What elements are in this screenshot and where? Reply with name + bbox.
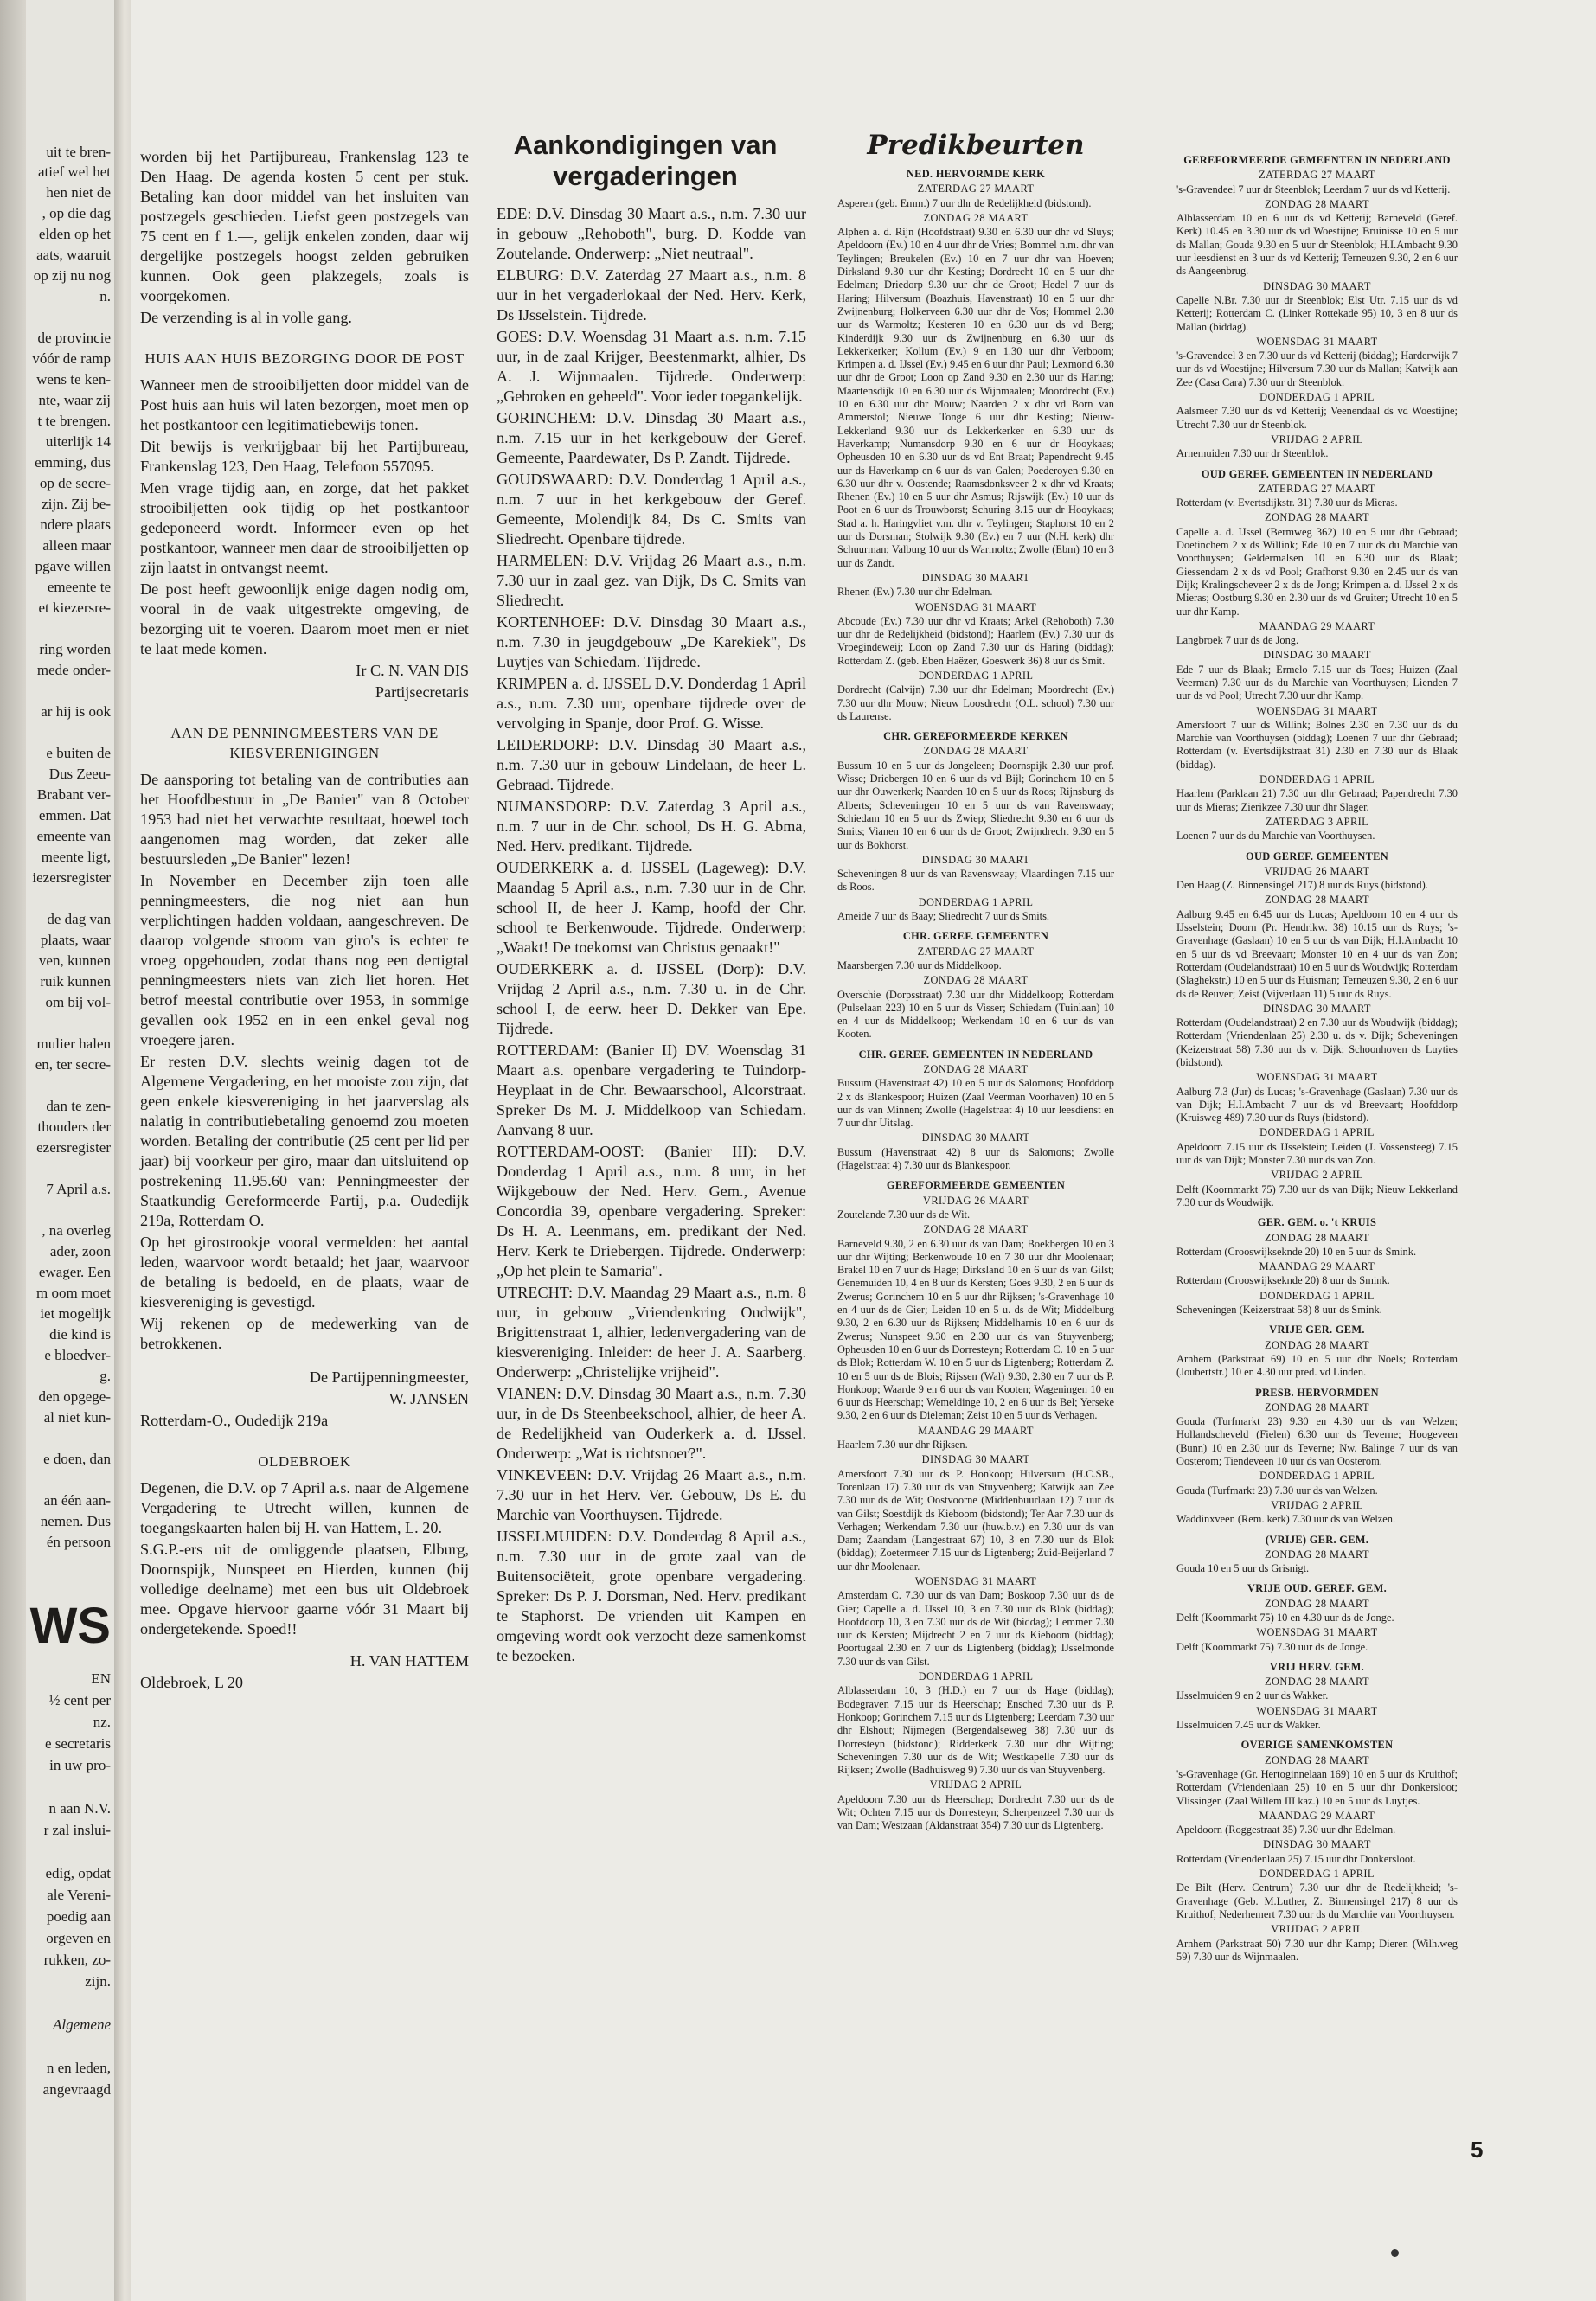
previous-page-fragment: emmen. Dat	[38, 807, 111, 824]
oldebroek-p1: Degenen, die D.V. op 7 April a.s. naar de Algemene Vergadering te Utrecht willen, kunnen de toegangskaarten halen bij H. van Hattem, L. 20.	[140, 1479, 469, 1536]
church-heading: OVERIGE SAMENKOMSTEN	[1240, 1739, 1394, 1752]
sermon-listing: Zoutelande 7.30 uur ds de Wit.	[837, 1208, 971, 1221]
sermon-listing: Dordrecht (Calvijn) 7.30 uur dhr Edelman; Moordrecht (Ev.) 7.30 uur dhr Mouw; Nieuw Loosdrecht (O.L. school) 7.30 uur ds Laurense.	[837, 683, 1114, 722]
previous-page-fragment: n en leden,	[46, 2060, 111, 2076]
previous-page-fragment: e secretaris	[45, 1735, 111, 1752]
sermon-listing: Capelle N.Br. 7.30 uur dr Steenblok; Elst Utr. 7.15 uur ds vd Ketterij; Rotterdam C. (Linker Rottekade 95) 10, 3 en 8 uur ds Mallan (biddag).	[1176, 293, 1458, 333]
day-heading: VRIJDAG 2 APRIL	[1271, 433, 1363, 445]
sermon-listing: Amersfoort 7 uur ds Willink; Bolnes 2.30 en 7.30 uur ds du Marchie van Voorthuysen (biddag); Loenen 7 uur dhr Gebraad; Rotterdam (v. Evertsdijkstraat 31) 2.30 en 7.30 uur ds Blaak (biddag).	[1176, 718, 1458, 771]
sermon-listing: Capelle a. d. IJssel (Bermweg 362) 10 en 5 uur dhr Gebraad; Doetinchem 2 x ds Willink; Ede 10 en 7 uur ds du Marchie van Voorthuysen; Geldermalsen 10 en 6.30 uur ds Blaak; Giessendam 2 x ds vd Pool; Grafhorst 9.30 en 2.45 uur ds van Dijk; Kralingscheveer 2 x ds de Jong; Krimpen a. d. IJssel 2 x ds Mieras; Oostburg 9.30 en 2.30 uur ds vd Gruiter; Utrecht 10 en 5 uur dhr Kamp.	[1176, 525, 1458, 618]
day-heading: ZONDAG 28 MAART	[923, 211, 1029, 224]
previous-page-fragment: ven, kunnen	[38, 952, 111, 969]
previous-page-fragment: 7 April a.s.	[46, 1181, 111, 1197]
sermon-listing: Scheveningen (Keizerstraat 58) 8 uur ds Smink.	[1176, 1304, 1382, 1317]
sermon-listing: Apeldoorn (Roggestraat 35) 7.30 uur dhr Edelman.	[1176, 1823, 1396, 1836]
day-heading: DONDERDAG 1 APRIL	[1259, 1470, 1375, 1483]
day-heading: VRIJDAG 26 MAART	[923, 1194, 1029, 1207]
address-jansen: Rotterdam-O., Oudedijk 219a	[140, 1412, 329, 1429]
meeting-entry: OUDERKERK a. d. IJSSEL (Dorp): D.V. Vrijdag 2 April a.s., n.m. 7.30 u. in de Chr. school I, de eerw. heer D. Dekker van Epe. Tijdrede.	[497, 960, 806, 1037]
day-heading: DINSDAG 30 MAART	[921, 1131, 1030, 1144]
previous-page-fragment: om bij vol-	[45, 994, 111, 1010]
day-heading: ZONDAG 28 MAART	[1265, 1676, 1369, 1689]
previous-page-edge	[26, 0, 114, 2301]
oldebroek-p2: S.G.P.-ers uit de omliggende plaatsen, Elburg, Doornspijk, Nunspeet en Hierden, kunnen (bij volledige deelname) met een bus uit Oldebroek mee. Opgave hiervoor gaarne vóór 31 Maart bij ondergetekende. Spoed!!	[140, 1541, 469, 1638]
previous-page-fragment: nte, waar zij	[38, 392, 111, 408]
sermon-listing: Bussum (Havenstraat 42) 8 uur ds Salomons; Zwolle (Hagelstraat 4) 7.30 uur ds Blankespoor.	[837, 1145, 1114, 1172]
church-heading: GEREFORMEERDE GEMEENTEN	[886, 1179, 1066, 1192]
sermon-listing: Arnhem (Parkstraat 50) 7.30 uur dhr Kamp; Dieren (Wilh.weg 59) 7.30 uur ds Wijnmaalen.	[1176, 1937, 1458, 1963]
previous-page-fragment: edig, opdat	[45, 1865, 111, 1881]
treasurers-p1: De aansporing tot betaling van de contributies aan het Hoofdbestuur in „De Banier" van 8 October 1953 had niet het verwachte resultaat, hoewel toch aangenomen mag worden, dat zeker alle bestuursleden „De Banier" lezen!	[140, 771, 469, 868]
previous-page-fragment: ewager. Een	[38, 1264, 111, 1280]
previous-page-fragment: op zij nu nog	[33, 267, 111, 284]
previous-page-fragment: Dus Zeeu-	[48, 766, 111, 782]
previous-page-fragment: n.	[99, 288, 111, 304]
meeting-entry: KRIMPEN a. d. IJSSEL D.V. Donderdag 1 April a.s., n.m. 7.30 uur, openbare tijdrede over de vervolging in Spanje, door Prof. G. Wisse.	[497, 675, 806, 732]
previous-page-fragment: Algemene	[52, 2016, 111, 2033]
day-heading: MAANDAG 29 MAART	[1259, 1260, 1375, 1273]
sermon-listing: Alblasserdam 10 en 6 uur ds vd Ketterij; Barneveld (Geref. Kerk) 10.45 en 3.30 uur ds vd Woestijne; Bruinisse 10 en 5 uur ds Mallan; Gouda 9.30 en 5 uur dr Steenblok; H.I.Ambacht 9.30 uur leesdienst en 3 uur ds vd Ketterij; Terneuzen 9.30, 2 en 6 uur ds Aangeenbrug.	[1176, 212, 1458, 278]
church-heading: VRIJ HERV. GEM.	[1269, 1660, 1365, 1673]
previous-page-fragment: mede onder-	[36, 662, 111, 678]
sermon-listing: Rhenen (Ev.) 7.30 uur dhr Edelman.	[837, 586, 993, 599]
agenda-notice-shipping: De verzending is al in volle gang.	[140, 309, 352, 326]
previous-page-fragment: hen niet de	[46, 184, 111, 201]
previous-page-fragment: ale Vereni-	[47, 1887, 111, 1903]
previous-page-fragment: pgave willen	[35, 558, 111, 574]
day-heading: ZONDAG 28 MAART	[1265, 1597, 1369, 1610]
sermon-listing: Apeldoorn 7.30 uur ds Heerschap; Dordrecht 7.30 uur ds de Wit; Ochten 7.15 uur ds Dorresteyn; Scherpenzeel 7.30 uur ds van Dam; Westzaan (Aldanstraat 354) 7.30 uur ds Ligtenberg.	[837, 1792, 1114, 1832]
day-heading: ZONDAG 28 MAART	[1265, 1231, 1369, 1244]
post-delivery-p3: Men vrage tijdig aan, en zorge, dat het pakket strooibiljetten ook tijdig op het postkantoor gedeponeerd wordt. Informeer even op het postkantoor, wanneer men daar de strooibiljetten op zijn laatst in ontvangst neemt.	[140, 479, 469, 576]
day-heading: ZONDAG 28 MAART	[923, 1063, 1029, 1075]
church-heading: CHR. GEREFORMEERDE KERKEN	[883, 730, 1068, 743]
church-heading: OUD GEREF. GEMEENTEN	[1246, 849, 1388, 862]
day-heading: DONDERDAG 1 APRIL	[918, 669, 1034, 682]
day-heading: VRIJDAG 2 APRIL	[1271, 1498, 1363, 1511]
previous-page-fragment: angevraagd	[42, 2081, 111, 2098]
sermon-listing: 's-Gravendeel 7 uur dr Steenblok; Leerdam 7 uur ds vd Ketterij.	[1176, 183, 1451, 195]
previous-page-fragment: emeente van	[36, 828, 111, 844]
sermon-listing: Overschie (Dorpsstraat) 7.30 uur dhr Middelkoop; Rotterdam (Pulselaan 223) 10 en 5 uur ds Visser; Schiedam (Tuinlaan) 10 en 4 uur ds Middelkoop; Werkendam 10 en 6 uur ds van Kooten.	[837, 988, 1114, 1041]
signature-jansen: W. JANSEN	[388, 1390, 469, 1407]
sermon-listing: Arnemuiden 7.30 uur dr Steenblok.	[1176, 447, 1329, 460]
previous-page-fragment: alleen maar	[42, 537, 111, 554]
print-mark	[1391, 2249, 1399, 2257]
sermon-listing: Aalburg 7.3 (Jur) ds Lucas; 's-Gravenhage (Gaslaan) 7.30 uur ds van Dijk; H.I.Ambacht 7 uur ds vd Breevaart; Hoofddorp (Kruisweg 489) 7.30 uur ds Ruys (bidstond).	[1176, 1085, 1458, 1125]
previous-page-fragment: nemen. Dus	[40, 1513, 111, 1529]
meeting-entry: VINKEVEEN: D.V. Vrijdag 26 Maart a.s., n.m. 7.30 uur in het Herv. Ver. Gebouw, Ds E. du Marchie van Voorthuysen. Tijdrede.	[497, 1466, 806, 1523]
previous-page-fragment: al niet kun-	[43, 1409, 111, 1426]
previous-page-fragment: én persoon	[46, 1534, 111, 1550]
meeting-entry: ROTTERDAM: (Banier II) DV. Woensdag 31 Maart a.s. openbare vergadering te Tuindorp-Heyplaat in de Chr. Bewaarschool, Alcorstraat. Spreker Ds M. J. Middelkoop van Schiedam. Aanvang 8 uur.	[497, 1042, 806, 1138]
church-heading: VRIJE OUD. GEREF. GEM.	[1247, 1582, 1388, 1595]
previous-page-fragment: t te brengen.	[37, 413, 111, 429]
previous-page-fragment: orgeven en	[46, 1930, 111, 1946]
previous-page-fragment: e buiten de	[46, 745, 111, 761]
meeting-entry: HARMELEN: D.V. Vrijdag 26 Maart a.s., n.m. 7.30 uur in zaal gez. van Dijk, Ds C. Smits van Sliedrecht.	[497, 552, 806, 609]
previous-page-fragment: die kind is	[49, 1326, 111, 1343]
meeting-entry: GOES: D.V. Woensdag 31 Maart a.s. n.m. 7.15 uur, in de zaal Krijger, Beestenmarkt, alhier, Ds A. J. Wijnmaalen. Tijdrede. Onderwerp: „Gebroken en geheeld". Voor ieder toegankelijk.	[497, 328, 806, 405]
day-heading: ZATERDAG 27 MAART	[917, 183, 1035, 195]
meeting-entry: IJSSELMUIDEN: D.V. Donderdag 8 April a.s., n.m. 7.30 uur in de grote zaal van de Buitensociëteit, grote openbare vergadering. Spreker: Ds P. J. Dorsman, Ned. Herv. predikant te Staphorst. De vrienden uit Kampen en omgeving wordt ook verzocht deze samenkomst te bezoeken.	[497, 1528, 806, 1664]
meeting-entry: GORINCHEM: D.V. Dinsdag 30 Maart a.s., n.m. 7.15 uur in het kerkgebouw der Geref. Gemeente, Paardewater, Ds P. Zandt. Tijdrede.	[497, 409, 806, 466]
day-heading: DONDERDAG 1 APRIL	[918, 1670, 1034, 1683]
previous-page-fragment: ezersregister	[36, 1139, 111, 1156]
day-heading: WOENSDAG 31 MAART	[914, 600, 1037, 613]
sermon-listing: Delft (Koornmarkt 75) 7.30 uur ds de Jonge.	[1176, 1640, 1368, 1653]
treasurers-p4: Op het girostrookje vooral vermelden: het aantal leden, waarvoor wordt betaald; het jaar, waarvoor de betaling is bedoeld, en de plaats, waar de kiesvereniging is gevestigd.	[140, 1234, 469, 1311]
previous-page-fragment: et kiezersre-	[38, 599, 111, 616]
previous-page-fragment: emming, dus	[35, 454, 111, 471]
day-heading: ZATERDAG 27 MAART	[917, 945, 1035, 958]
previous-page-fragment: emeente te	[47, 579, 111, 595]
previous-page-fragment: EN	[91, 1670, 111, 1687]
sermon-listing: Ameide 7 uur ds Baay; Sliedrecht 7 uur ds Smits.	[837, 910, 1050, 923]
previous-page-fragment: n aan N.V.	[48, 1800, 111, 1817]
signature-role-secretary: Partijsecretaris	[375, 683, 469, 701]
sermon-listing: 's-Gravendeel 3 en 7.30 uur ds vd Ketterij (biddag); Harderwijk 7 uur ds vd Woestijne; Hilversum 7.30 uur ds Mallan; Katwijk aan Zee (Casa Cara) 7.30 uur dr Steenblok.	[1176, 349, 1458, 388]
previous-page-fragment: poedig aan	[46, 1908, 111, 1925]
sermon-listing: IJsselmuiden 9 en 2 uur ds Wakker.	[1176, 1689, 1329, 1702]
sermon-listing: Barneveld 9.30, 2 en 6.30 uur ds van Dam; Boekbergen 10 en 3 uur dhr Wijting; Berkenwoude 10 en 7 30 uur dhr Moolenaar; Brakel 10 en 7 uur ds Hage; Dirksland 10 en 6 uur ds van Gilst; Genemuiden 10, 4 en 8 uur ds Kersten; Goes 9.30, 2 en 6 uur ds Zwerus; Gorinchem 10 en 5 uur dhr Rijksen; 's-Gravenhage 10 en 4 uur ds de Gier; Leiden 10 en 5 u. ds de Wit; Middelburg 9.30, 2 en 6.30 uur ds Rijksen; Middelharnis 10 en 6 uur ds Zwerus; Nunspeet 9.30 en 2.30 uur ds van Stuyvenberg; Opheusden 10 en 6 uur ds Dorresteyn; Rotterdam C. 10 en 5 uur ds Blok; Rotterdam W. 10 en 5 uur ds Ligtenberg; Rotterdam Z. 10 en 5 uur ds de Blois; Rijssen (Wal) 9.30, 2.30 en 7 uur ds P. Honkoop; Waarde 9 en 6 uur ds van Kooten; Wageningen 10 en 6 uur ds Heerschap; Wemeldinge 10, 2 en 6 uur ds Bel; Yerseke 9.30, 2 en 6 uur ds Dieleman; Zeist 10 en 5 uur ds Verhagen.	[837, 1237, 1114, 1422]
sermon-listing: Haarlem (Parklaan 21) 7.30 uur dhr Gebraad; Papendrecht 7.30 uur ds Mieras; Zierikzee 7.30 uur dhr Slager.	[1176, 787, 1458, 813]
binding-spine	[0, 0, 26, 2301]
sermons-list-2	[1176, 154, 1458, 1964]
meeting-entry: VIANEN: D.V. Dinsdag 30 Maart a.s., n.m. 7.30 uur, in de Ds Steenbeekschool, alhier, de heer A. de Redelijkheid van Ouderkerk a. d. IJssel. Onderwerp: „Wat is richtsnoer?".	[497, 1385, 806, 1462]
previous-page-fragment: , op die dag	[42, 205, 111, 221]
day-heading: MAANDAG 29 MAART	[1259, 619, 1375, 632]
church-heading: OUD GEREF. GEMEENTEN IN NEDERLAND	[1201, 467, 1433, 480]
post-delivery-p2: Dit bewijs is verkrijgbaar bij het Partijbureau, Frankenslag 123, Den Haag, Telefoon 557095.	[140, 438, 469, 475]
day-heading: DINSDAG 30 MAART	[921, 1453, 1030, 1466]
sermon-listing: Scheveningen 8 uur ds van Ravenswaay; Vlaardingen 7.15 uur ds Roos.	[837, 868, 1114, 894]
sermon-listing: Langbroek 7 uur ds de Jong.	[1176, 634, 1299, 647]
sermon-listing: Amersfoort 7.30 uur ds P. Honkoop; Hilversum (H.C.SB., Torenlaan 17) 7.30 uur ds van Stuyvenberg; Katwijk aan Zee 7.30 uur ds de Wit; Oostvoorne (Middenbuurlaan 12) 7 uur ds van Gilst; Soestdijk ds Kieboom (bidstond); Ter Aar 7.30 uur ds Verhagen; Werkendam 7.30 uur (huw.b.v.) en 7.30 uur ds van Dam; Zaandam (Langestraat 67) 10, 3 en 7.30 uur ds Blok (biddag); Zoetermeer 7.15 uur ds Ligtenberg; Zuid-Beijerland 7 uur dhr Moolenaar.	[837, 1467, 1114, 1573]
sermon-listing: Gouda 10 en 5 uur ds Grisnigt.	[1176, 1562, 1310, 1575]
sermon-listing: Bussum 10 en 5 uur ds Jongeleen; Doornspijk 2.30 uur prof. Wisse; Driebergen 10 en 6 uur ds vd Bijl; Gorinchem 10 en 5 uur dhr Ouwerkerk; Naarden 10 en 5 uur ds Roos; Rijnsburg ds Alberts; Scheveningen 10 en 5 uur ds van Ravenswaay; Schiedam 10 en 5 uur ds Zwiep; Sliedrecht 9.30 en 6 uur ds Smits; Vianen 10 en 6 uur ds de Groot; Zwijndrecht 9.30 en 5 uur ds Bokhorst.	[837, 759, 1114, 851]
previous-page-fragment: e bloedver-	[44, 1347, 111, 1363]
previous-page-fragment: ruik kunnen	[40, 973, 111, 990]
church-heading: PRESB. HERVORMDEN	[1255, 1386, 1379, 1399]
church-heading: (VRIJE) GER. GEM.	[1265, 1533, 1369, 1546]
sermon-listing: 's-Gravenhage (Gr. Hertoginnelaan 169) 10 en 5 uur ds Kruithof; Rotterdam (Vriendenlaan 25) 10 en 5 uur dhr Donkersloot; Vlissingen (Zaal Willem III kaz.) 10 en 5 uur ds Luytjes.	[1176, 1767, 1458, 1807]
previous-page-fragment: , na overleg	[42, 1222, 111, 1239]
day-heading: DONDERDAG 1 APRIL	[1259, 773, 1375, 786]
sermon-listing: Rotterdam (Oudelandstraat) 2 en 7.30 uur ds Woudwijk (biddag); Rotterdam (Vriendenlaan 25) 2.30 u. ds v. Dijk; Scheveningen (Keizerstraat 58) 7.30 uur ds v. Dijk; Schoonhoven ds Luyties (bidstond).	[1176, 1016, 1458, 1068]
day-heading: ZONDAG 28 MAART	[1265, 894, 1369, 907]
previous-page-fragment: op de secre-	[39, 475, 111, 491]
day-heading: ZATERDAG 3 APRIL	[1265, 815, 1369, 828]
previous-page-fragment: ring worden	[39, 641, 111, 657]
sermon-listing: Rotterdam (Crooswijkseknde 20) 8 uur ds Smink.	[1176, 1274, 1390, 1287]
sermons-title: Predikbeurten	[867, 130, 1085, 161]
meeting-entry: ROTTERDAM-OOST: (Banier III): D.V. Donderdag 1 April a.s., n.m. 8 uur, in het Wijkgebouw der Ned. Herv. Gem., Avenue Concordia 39, openbare vergadering. Spreker: Ds H. A. Leenmans, em. predikant der Ned. Herv. Kerk te Driebergen. Tijdrede. Onderwerp: „Op het plein te Samaria".	[497, 1143, 806, 1279]
day-heading: ZATERDAG 27 MAART	[1259, 169, 1375, 182]
sermon-listing: Maarsbergen 7.30 uur ds Middelkoop.	[837, 958, 1002, 971]
sermon-listing: Den Haag (Z. Binnensingel 217) 8 uur ds Ruys (bidstond).	[1176, 879, 1428, 892]
day-heading: MAANDAG 29 MAART	[918, 1424, 1034, 1437]
day-heading: DINSDAG 30 MAART	[1263, 649, 1371, 662]
sermons-list-1	[837, 168, 1114, 1833]
treasurers-p5: Wij rekenen op de medewerking van de betrokkenen.	[140, 1315, 469, 1352]
meeting-entry: OUDERKERK a. d. IJSSEL (Lageweg): D.V. Maandag 5 April a.s., n.m. 7.30 uur in de Chr. school II, de heer J. Kamp, hoofd der Chr. school te Berkenwoude. Tijdrede. Onderwerp: „Waakt! De toekomst van Christus genaakt!"	[497, 859, 806, 956]
day-heading: WOENSDAG 31 MAART	[1256, 1071, 1378, 1084]
previous-page-fragment: WS	[29, 1598, 111, 1654]
meetings-list	[484, 204, 806, 1666]
church-heading: GEREFORMEERDE GEMEENTEN IN NEDERLAND	[1183, 154, 1451, 166]
day-heading: ZONDAG 28 MAART	[923, 1223, 1029, 1236]
previous-page-fragment: nz.	[93, 1714, 111, 1730]
previous-page-fragment: en, ter secre-	[35, 1056, 111, 1073]
previous-page-fragment: atief wel het	[37, 163, 111, 180]
previous-page-fragment: ½ cent per	[48, 1692, 111, 1708]
previous-page-fragment: zijn.	[85, 1973, 111, 1990]
sermon-listing: Haarlem 7.30 uur dhr Rijksen.	[837, 1439, 968, 1452]
day-heading: ZATERDAG 27 MAART	[1259, 482, 1375, 495]
sermon-listing: Bussum (Havenstraat 42) 10 en 5 uur ds Salomons; Hoofddorp 2 x ds Blankespoor; Huizen (Zaal Veerman Voorhaven) 10 en 5 uur ds van Minnen; Zwolle (Hagelstraat 4) 10 uur leesdienst en 7 uur dhr Uitslag.	[837, 1077, 1114, 1130]
treasurers-p2: In November en December zijn toen alle penningmeesters, die nog niet aan hun verplichtingen hadden voldaan, aangeschreven. De daarop volgende stroom van giro's is echter te vroeg opgehouden, zodat thans nog een dertigtal penningmeesters niets van zich liet horen. Het betrof meestal contributie over 1953, in sommige gevallen ook 1952 en in een enkel geval nog vroegere jaren.	[140, 872, 469, 1048]
day-heading: ZONDAG 28 MAART	[923, 974, 1029, 987]
day-heading: WOENSDAG 31 MAART	[1256, 1704, 1378, 1717]
sermon-listing: Arnhem (Parkstraat 69) 10 en 5 uur dhr Noels; Rotterdam (Joubertstr.) 10 en 4.30 uur pred. vd Linden.	[1176, 1352, 1458, 1379]
previous-page-fragment: wens te ken-	[36, 371, 111, 388]
previous-page-fragment: dan te zen-	[46, 1098, 111, 1114]
previous-page-fragment: in uw pro-	[49, 1757, 111, 1773]
section-title-post-delivery: HUIS AAN HUIS BEZORGING DOOR DE POST	[144, 350, 465, 367]
previous-page-fragment: g.	[99, 1368, 111, 1384]
church-heading: CHR. GEREF. GEMEENTEN	[902, 930, 1049, 943]
day-heading: DINSDAG 30 MAART	[1263, 1002, 1371, 1015]
church-heading: GER. GEM. o. 't KRUIS	[1257, 1216, 1377, 1229]
previous-page-fragment: de provincie	[37, 330, 111, 346]
previous-page-fragment: rukken, zo-	[43, 1952, 111, 1968]
previous-page-fragment: ar hij is ook	[41, 703, 111, 720]
sermon-listing: Delft (Koornmarkt 75) 10 en 4.30 uur ds de Jonge.	[1176, 1611, 1394, 1624]
column-sermons-continued	[1176, 147, 1458, 1964]
day-heading: WOENSDAG 31 MAART	[1256, 335, 1378, 348]
day-heading: DONDERDAG 1 APRIL	[1259, 1868, 1375, 1881]
sermon-listing: Asperen (geb. Emm.) 7 uur dhr de Redelijkheid (bidstond).	[837, 196, 1092, 209]
day-heading: WOENSDAG 31 MAART	[914, 1574, 1037, 1587]
day-heading: DINSDAG 30 MAART	[1263, 279, 1371, 292]
meeting-entry: EDE: D.V. Dinsdag 30 Maart a.s., n.m. 7.30 uur in gebouw „Rehoboth", burg. D. Kodde van Zoutelande. Onderwerp: „Niet neutraal".	[497, 205, 806, 262]
previous-page-fragment: m oom moet	[36, 1285, 111, 1301]
sermon-listing: De Bilt (Herv. Centrum) 7.30 uur dhr de Redelijkheid; 's-Gravenhage (Geb. M.Luther, Z. Binnensingel 217) 8 uur ds Kruithof; Nederhemert 7.30 uur ds du Marchie van Voorthuysen.	[1176, 1881, 1458, 1920]
day-heading: ZONDAG 28 MAART	[1265, 1338, 1369, 1351]
day-heading: ZONDAG 28 MAART	[1265, 1400, 1369, 1413]
signature-van-hattem: H. VAN HATTEM	[349, 1652, 469, 1670]
day-heading: WOENSDAG 31 MAART	[1256, 1626, 1378, 1639]
page-number: 5	[1471, 2137, 1484, 2163]
day-heading: DINSDAG 30 MAART	[1263, 1838, 1371, 1851]
sermon-listing: Apeldoorn 7.15 uur ds IJsselstein; Leiden (J. Vossensteeg) 7.15 uur ds van Dijk; Monster 7.30 uur ds van Zon.	[1176, 1140, 1458, 1167]
meeting-entry: ELBURG: D.V. Zaterdag 27 Maart a.s., n.m. 8 uur in het vergaderlokaal der Ned. Herv. Kerk, Ds IJsselstein. Tijdrede.	[497, 266, 806, 324]
post-delivery-p1: Wanneer men de strooibiljetten door middel van de Post huis aan huis wil laten bezorgen, moet men op het postkantoor een legitimatiebewijs tonen.	[140, 376, 469, 433]
previous-page-fragment: Brabant ver-	[36, 786, 111, 803]
day-heading: DONDERDAG 1 APRIL	[1259, 1289, 1375, 1302]
meeting-entry: KORTENHOEF: D.V. Dinsdag 30 Maart a.s., n.m. 7.30 in jeugdgebouw „De Karekiek", Ds Luytjes van Schiedam. Tijdrede.	[497, 613, 806, 670]
sermon-listing: Amsterdam C. 7.30 uur ds van Dam; Boskoop 7.30 uur ds de Gier; Capelle a. d. IJssel 10, 3 en 7.30 uur ds Blok (biddag); Hoofddorp 10, 3 en 7.30 uur ds de Wit (biddag); Lemmer 7.30 uur ds Kersten; Mijdrecht 2 en 7 uur ds Kieboom (biddag); Poortugaal 2.30 en 7 uur ds Ligtenberg (biddag); IJsselmonde 7.30 uur ds van Gilst.	[837, 1589, 1114, 1668]
previous-page-fragment: r zal inslui-	[43, 1822, 111, 1838]
page-fold	[114, 0, 133, 2301]
post-delivery-p4: De post heeft gewoonlijk enige dagen nodig om, vooral in de vaak uitgestrekte omgeving, de bezorging uit te voeren. Daarom moet men er niet te laat mede komen.	[140, 580, 469, 657]
sermon-listing: Gouda (Turfmarkt 23) 9.30 en 4.30 uur ds van Welzen; Hollandscheveld (Fielen) 6.30 uur ds Teverne; Hoogeveen (Bunn) 10 en 2.30 uur ds Teverne; Nw. Balinge 7 uur ds van Oosterom; Tiendeveen 10 uur ds van Oosterom.	[1176, 1415, 1458, 1468]
previous-page-fragment: plaats, waar	[40, 932, 111, 948]
day-heading: VRIJDAG 2 APRIL	[1271, 1169, 1363, 1182]
previous-page-fragment: aats, waaruit	[36, 247, 111, 263]
previous-page-fragment: zijn. Zij be-	[42, 496, 111, 512]
day-heading: MAANDAG 29 MAART	[1259, 1809, 1375, 1822]
treasurers-p3: Er resten D.V. slechts weinig dagen tot de Algemene Vergadering, en het mooiste zou zijn, dat geen enkele kiesvereniging in het jaarverslag als nalatig in contributiebetaling genoemd zou moeten worden. Betaling der contributie (25 cent per lid per jaar) bij voorkeur per giro, maar dan uitsluitend op postrekening 11.95.60 van: Penningmeester der Staatkundig Gereformeerde Partij, p.a. Oudedijk 219a, Rotterdam O.	[140, 1053, 469, 1229]
sermon-listing: Aalburg 9.45 en 6.45 uur ds Lucas; Apeldoorn 10 en 4 uur ds IJsselstein; Doorn (Pr. Hendrikw. 38) 10.15 uur ds Ruys; 's-Gravenhage (Gaslaan) 10 en 5 uur ds van Dijk; H.I.Ambacht 10 en 5 uur ds vd Breevaart; Monster 10 en 4 uur ds van Zon; Rotterdam (Oudelandstraat) 10 en 5 uur ds Woudwijk; Rotterdam (Slaghekstr.) 10 en 5 uur ds Huisman; Terneuzen 9.30, 2 en 6 uur ds de Reuver; Zeist (Vijverlaan 11) 5 uur ds Ruys.	[1176, 907, 1458, 1000]
column-party-notices	[140, 147, 469, 1695]
day-heading: DONDERDAG 1 APRIL	[1259, 1126, 1375, 1139]
previous-page-fragment: uit te bren-	[46, 144, 111, 160]
day-heading: VRIJDAG 2 APRIL	[1271, 1923, 1363, 1936]
meeting-entry: LEIDERDORP: D.V. Dinsdag 30 Maart a.s., n.m. 7.30 uur in gebouw Lindelaan, de heer L. Gebraad. Tijdrede.	[497, 736, 806, 793]
previous-page-fragment: ader, zoon	[49, 1243, 111, 1259]
sermon-listing: Ede 7 uur ds Blaak; Ermelo 7.15 uur ds Toes; Huizen (Zaal Veerman) 7.30 uur ds du Marchie van Voorthuysen; Lienden 7 uur ds vd Pool; Utrecht 7.30 uur dhr Kamp.	[1176, 663, 1458, 702]
column-meetings	[484, 130, 806, 1668]
meeting-entry: UTRECHT: D.V. Maandag 29 Maart a.s., n.m. 8 uur, in gebouw „Vriendenkring Oudwijk", Brigittenstraat 1, alhier, ledenvergadering van de kiesvereniging. Inleider: de heer J. A. Saarberg. Onderwerp: „Christelijke vrijheid".	[497, 1284, 806, 1381]
sermon-listing: Rotterdam (Crooswijkseknde 20) 10 en 5 uur ds Smink.	[1176, 1245, 1417, 1258]
meeting-entry: NUMANSDORP: D.V. Zaterdag 3 April a.s., n.m. 7 uur in de Chr. school, Ds H. G. Abma, Ned. Herv. predikant. Tijdrede.	[497, 798, 806, 855]
sermon-listing: Rotterdam (Vriendenlaan 25) 7.15 uur dhr Donkersloot.	[1176, 1852, 1416, 1865]
address-van-hattem: Oldebroek, L 20	[140, 1674, 244, 1691]
sermon-listing: Gouda (Turfmarkt 23) 7.30 uur ds van Welzen.	[1176, 1484, 1378, 1497]
sermon-listing: Delft (Koornmarkt 75) 7.30 uur ds van Dijk; Nieuw Lekkerland 7.30 uur ds Woudwijk.	[1176, 1183, 1458, 1208]
meetings-title: Aankondigingen van vergaderingen	[513, 130, 778, 191]
meeting-entry: GOUDSWAARD: D.V. Donderdag 1 April a.s., n.m. 7 uur in het kerkgebouw der Geref. Gemeente, Molendijk 84, Ds C. Smits van Sliedrecht. Openbare tijdrede.	[497, 471, 806, 548]
sermon-listing: Abcoude (Ev.) 7.30 uur dhr vd Kraats; Arkel (Rehoboth) 7.30 uur dhr de Redelijkheid (bidstond); Haarlem (Ev.) 7.30 uur ds Vroegindeweij; Loon op Zand 7.30 uur ds Haring (biddag); Rotterdam Z. (geb. Eben Haëzer, Goeswerk 36) 8 uur ds Smit.	[837, 614, 1114, 667]
signature-role-treasurer: De Partijpenningmeester,	[309, 1368, 469, 1386]
day-heading: DONDERDAG 1 APRIL	[918, 895, 1034, 908]
column-sermons	[837, 130, 1114, 1833]
sermon-listing: Alblasserdam 10, 3 (H.D.) en 7 uur ds Hage (biddag); Bodegraven 7.15 uur ds Heerschap; Ensched 7.30 uur ds P. Honkoop; Gorinchem 7.15 uur ds Ligtenberg; Leerdam 7.30 uur dhr Elshout; Nijmegen (Bergendalseweg 38) 7.30 uur ds Dorresteyn (bidstond); Ridderkerk 7.30 uur dhr Wijting; Scheveningen 7.30 uur ds de Wit; Westkapelle 7.30 uur ds Rijksen; Zwolle (Badhuisweg 9) 7.30 uur ds van Stuyvenberg.	[837, 1684, 1114, 1777]
previous-page-fragment: iet mogelijk	[40, 1305, 111, 1322]
sermon-listing: IJsselmuiden 7.45 uur ds Wakker.	[1176, 1719, 1321, 1732]
previous-page-fragment: an één aan-	[43, 1492, 111, 1509]
sermon-listing: Alphen a. d. Rijn (Hoofdstraat) 9.30 en 6.30 uur dhr vd Sluys; Apeldoorn (Ev.) 10 en 4 uur dhr de Vries; Bommel n.m. dhr van Teylingen; Breukelen (Ev.) 10 en 7 uur dhr van Hoeven; Dirksland 9.30 uur dhr Kesting; Dordrecht 10 en 5 uur dhr Edelman; Driedorp 9.30 uur dhr de Groot; Hedel 7 uur ds Haring; Hilversum (Boazhuis, Havenstraat) 10 en 5 uur dhr Zwijnenburg; Holkerveen 6.30 uur dhr de Vos; Hommel 2.30 uur ds Warmoltz; Kesteren 10 en 6.30 uur ds vd Berg; Kinderdijk 9.30 uur ds Zwijnenburg en 6.30 uur ds Lekkerkerker; Kollum (Ev.) 9 en 1.30 uur dhr Verboom; Krimpen a. d. IJssel (Ev.) 9.45 en 6 uur dhr Paul; Lexmond 6.30 uur dhr de Groot; Loon op Zand 9.30 en 2.30 uur ds Haring; Maartensdijk 10 en 6.30 uur ds Wijnmaalen; Moordrecht (Ev.) 10 en 6.30 uur dhr Mouw; Naarden 2 x dhr vd Born van Ammerstol; Nieuwe Tonge 6 uur dhr Kesting; Nieuw-Lekkerland 9.30 uur ds Lekkerkerker en 6.30 uur ds Haverkamp; Numansdorp 9.30 en 6 uur dr Hooykaas; Opheusden 10 en 6.30 uur ds vd Ent Braat; Papendrecht 9.45 uur ds Haverkamp en 6 uur ds van Galen; Poederoyen 9.30 en 6.30 uur dhr v. Oostende; Raamsdonksveer 2 x dhr vd Kraats; Rhenen (Ev.) 10 en 5 uur dhr Asmus; Rijswijk (Ev.) 10 uur ds Poot en 6 uur ds Trouwborst; Schuring 3.15 uur dr Hooykaas; Stad a. h. Haringvliet v.m. dhr v. Teylingen; Staphorst 10 en 2 uur ds Dorsman; Stolwijk 9.30 (Ev.) en 7 uur (N.H. kerk) dhr Schuurman; Valburg 10 uur ds Warmoltz; Zwolle (Ebm) 10 en 3 uur ds Zandt.	[837, 226, 1114, 569]
day-heading: VRIJDAG 2 APRIL	[929, 1779, 1022, 1791]
day-heading: DONDERDAG 1 APRIL	[1259, 391, 1375, 404]
sermon-listing: Rotterdam (v. Evertsdijkstr. 31) 7.30 uur ds Mieras.	[1176, 497, 1398, 510]
church-heading: VRIJE GER. GEM.	[1269, 1324, 1365, 1336]
sermon-listing: Loenen 7 uur ds du Marchie van Voorthuysen.	[1176, 830, 1375, 843]
agenda-notice-text: worden bij het Partijbureau, Frankenslag 123 te Den Haag. De agenda kosten 5 cent per stuk. Betaling kan door middel van het insluiten van postzegels geschieden. Liefst geen postzegels van 75 cent en f 1.—, gelijk enkelen zonden, daar wij dergelijke postzegels hoogst zelden gebruiken kunnen. Ook geen plakzegels, zoals is voorgekomen.	[140, 148, 469, 304]
day-heading: WOENSDAG 31 MAART	[1256, 704, 1378, 717]
day-heading: ZONDAG 28 MAART	[1265, 197, 1369, 210]
previous-page-fragment: uiterlijk 14	[45, 433, 111, 450]
section-title-oldebroek: OLDEBROEK	[258, 1453, 351, 1470]
previous-page-fragment: vóór de ramp	[32, 350, 111, 367]
church-heading: NED. HERVORMDE KERK	[906, 168, 1046, 180]
sermon-listing: Aalsmeer 7.30 uur ds vd Ketterij; Veenendaal ds vd Woestijne; Utrecht 7.30 uur dr Steenblok.	[1176, 405, 1458, 431]
day-heading: ZONDAG 28 MAART	[1265, 511, 1369, 524]
sermon-listing: Waddinxveen (Rem. kerk) 7.30 uur ds van Welzen.	[1176, 1513, 1396, 1526]
previous-page-fragment: elden op het	[38, 226, 111, 242]
previous-page-fragment: meente ligt,	[41, 849, 111, 865]
day-heading: ZONDAG 28 MAART	[923, 745, 1029, 758]
section-title-treasurers: AAN DE PENNINGMEESTERS VAN DE KIESVERENIGINGEN	[170, 725, 439, 761]
church-heading: CHR. GEREF. GEMEENTEN IN NEDERLAND	[858, 1048, 1093, 1061]
previous-page-fragment: de dag van	[47, 911, 111, 927]
signature-van-dis: Ir C. N. VAN DIS	[356, 662, 469, 679]
previous-page-fragment: e doen, dan	[43, 1451, 111, 1467]
day-heading: ZONDAG 28 MAART	[1265, 1548, 1369, 1561]
day-heading: ZONDAG 28 MAART	[1265, 1753, 1369, 1766]
day-heading: DINSDAG 30 MAART	[921, 571, 1030, 584]
previous-page-fragment: thouders der	[37, 1118, 111, 1135]
previous-page-fragment: mulier halen	[36, 1035, 111, 1052]
day-heading: VRIJDAG 26 MAART	[1264, 864, 1370, 877]
previous-page-fragment: iezersregister	[32, 869, 111, 886]
previous-page-fragment: den opgege-	[38, 1388, 111, 1405]
previous-page-fragment: ndere plaats	[40, 516, 111, 533]
day-heading: DINSDAG 30 MAART	[921, 853, 1030, 866]
